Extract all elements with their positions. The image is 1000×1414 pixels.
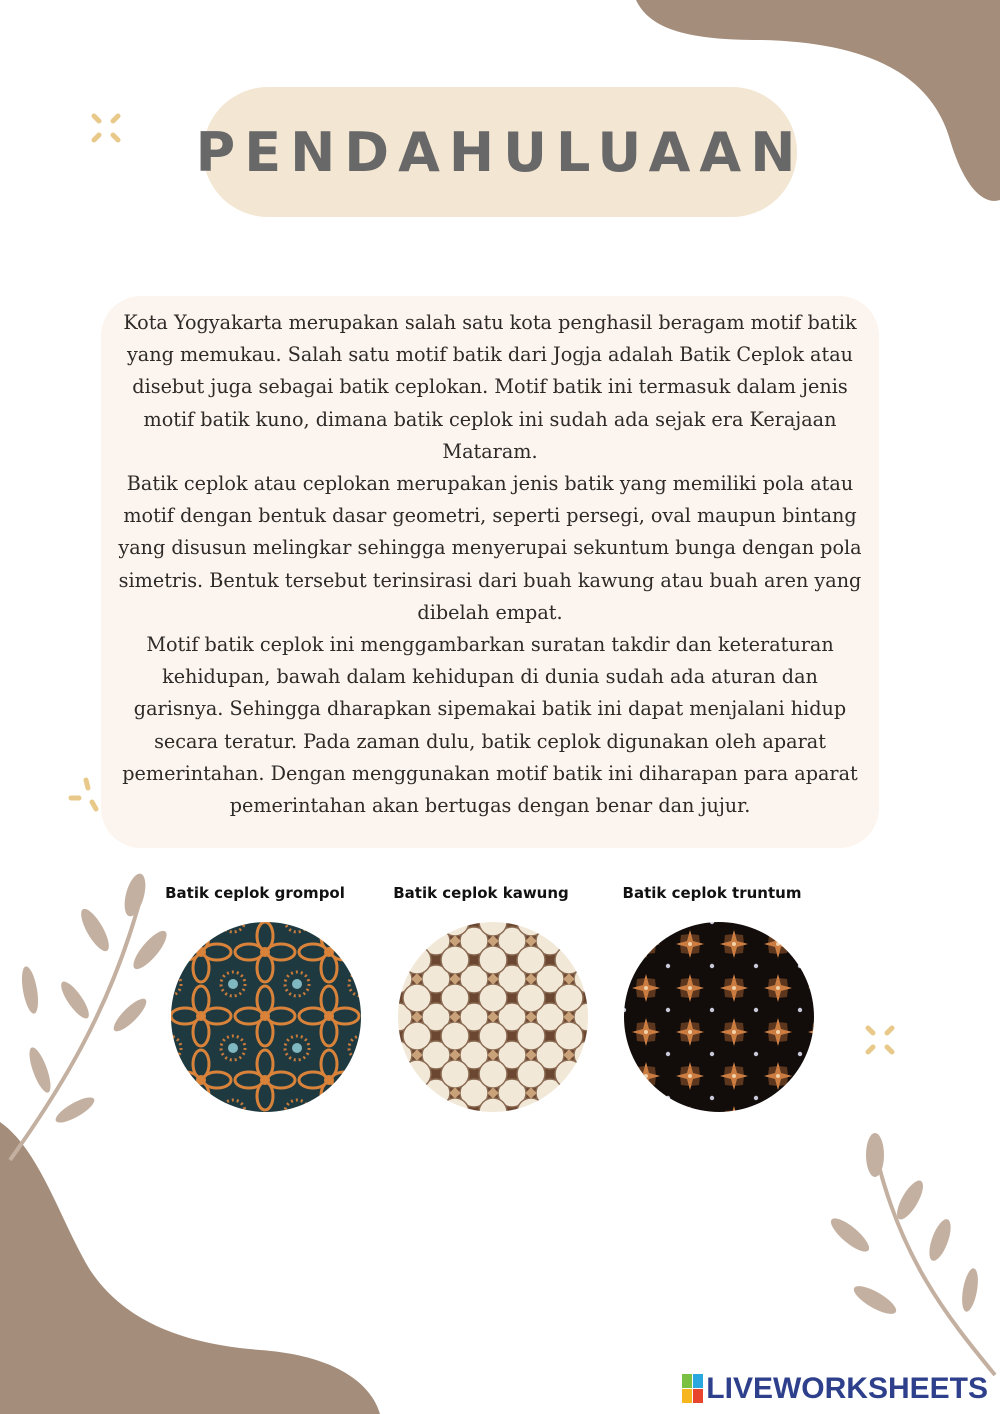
- sparkle-icon: [862, 1022, 898, 1058]
- caption-grompol: Batik ceplok grompol: [165, 884, 345, 902]
- truntum-pattern-icon: [624, 922, 814, 1112]
- page-title: PENDAHULUAAN: [195, 120, 805, 184]
- liveworksheets-logo[interactable]: [682, 1372, 988, 1406]
- paragraph-2: Batik ceplok atau ceplokan merupakan jenis batik yang memiliki pola atau motif dengan bentuk dasar geometri, seperti persegi, oval maupun bintang yang disusun melingkar sehingga menyerupai sekuntum bunga dengan pola simetris. Bentuk tersebut terinsirasi dari buah kawung atau buah aren yang dibelah empat.: [118, 472, 862, 624]
- sparkle-icon: [66, 776, 106, 816]
- caption-truntum: Batik ceplok truntum: [622, 884, 802, 902]
- caption-kawung: Batik ceplok kawung: [393, 884, 569, 902]
- kawung-pattern-icon: [398, 922, 588, 1112]
- logo-text: LIVEWORKSHEETS: [706, 1372, 988, 1405]
- grompol-pattern-icon: [171, 922, 361, 1112]
- intro-text: [118, 307, 862, 822]
- sparkle-icon: [88, 110, 124, 146]
- paragraph-1: Kota Yogyakarta merupakan salah satu kota penghasil beragam motif batik yang memukau. Salah satu motif batik dari Jogja adalah Batik Ceplok atau disebut juga sebagai batik ceplokan. Motif batik ini termasuk dalam jenis motif batik kuno, dimana batik ceplok ini sudah ada sejak era Kerajaan Mataram.: [123, 311, 857, 463]
- paragraph-3: Motif batik ceplok ini menggambarkan suratan takdir dan keteraturan kehidupan, bawah dalam kehidupan di dunia sudah ada aturan dan garisnya. Sehingga dharapkan sipemakai batik ini dapat menjalani hidup secara teratur. Pada zaman dulu, batik ceplok digunakan oleh aparat pemerintahan. Dengan menggunakan motif batik ini diharapan para aparat pemerintahan akan bertugas dengan benar dan jujur.: [122, 633, 858, 818]
- live-blocks-icon: [682, 1374, 704, 1404]
- leaf-branch-right: [820, 1130, 1000, 1380]
